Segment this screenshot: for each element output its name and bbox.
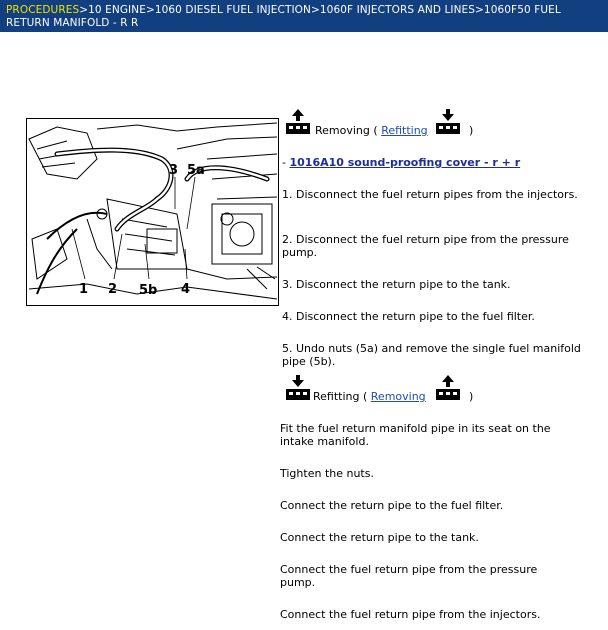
arrow-down-connector-icon	[284, 374, 312, 402]
removing-heading	[284, 108, 484, 138]
callout-5b: 5b	[139, 283, 158, 298]
callout-2: 2	[108, 282, 118, 297]
arrow-down-connector-icon	[434, 108, 462, 136]
callout-4: 4	[181, 282, 191, 297]
arrow-up-connector-icon	[284, 108, 312, 136]
engine-diagram	[27, 119, 278, 305]
removing-close-paren: )	[469, 124, 474, 137]
arrow-up-connector-icon	[434, 374, 462, 402]
breadcrumb-path: >10 ENGINE>1060 DIESEL FUEL INJECTION>1060F INJECTORS AND LINES>1060F50 FUEL RETURN MANIFOLD - R R	[6, 4, 561, 29]
refitting-link[interactable]: Refitting	[381, 124, 428, 137]
removal-step-3: 3. Disconnect the return pipe to the tank.	[282, 278, 511, 291]
removing-label: Removing	[315, 124, 370, 137]
reference-line	[282, 156, 520, 169]
sound-proofing-cover-link[interactable]: 1016A10 sound-proofing cover - r + r	[289, 156, 521, 169]
refit-step-6: Connect the fuel return pipe from the injectors.	[280, 608, 541, 621]
refit-step-5: Connect the fuel return pipe from the pressure pump.	[280, 563, 538, 589]
refitting-open-paren: (	[362, 390, 368, 403]
reference-prefix: -	[282, 156, 286, 169]
refitting-label: Refitting	[313, 390, 360, 403]
removal-step-5: 5. Undo nuts (5a) and remove the single fuel manifold pipe (5b).	[282, 342, 581, 368]
refit-step-3: Connect the return pipe to the fuel filter.	[280, 499, 504, 512]
callout-3: 3	[169, 163, 179, 178]
removal-step-2: 2. Disconnect the fuel return pipe from the pressure pump.	[282, 233, 569, 259]
removal-step-1: 1. Disconnect the fuel return pipes from the injectors.	[282, 188, 578, 201]
removing-open-paren: (	[373, 124, 378, 137]
refit-step-4: Connect the return pipe to the tank.	[280, 531, 479, 544]
refit-step-1: Fit the fuel return manifold pipe in its seat on the intake manifold.	[280, 422, 551, 448]
breadcrumb-header	[0, 0, 608, 32]
refitting-close-paren: )	[469, 390, 474, 403]
breadcrumb-procedures-link[interactable]: PROCEDURES	[6, 4, 80, 16]
callout-1: 1	[79, 282, 89, 297]
refitting-heading	[284, 374, 484, 404]
removal-step-4: 4. Disconnect the return pipe to the fuel filter.	[282, 310, 535, 323]
callout-5a: 5a	[187, 163, 205, 178]
removing-link[interactable]: Removing	[370, 390, 426, 403]
fuel-return-manifold-illustration	[26, 118, 279, 306]
refit-step-2: Tighten the nuts.	[280, 467, 374, 480]
